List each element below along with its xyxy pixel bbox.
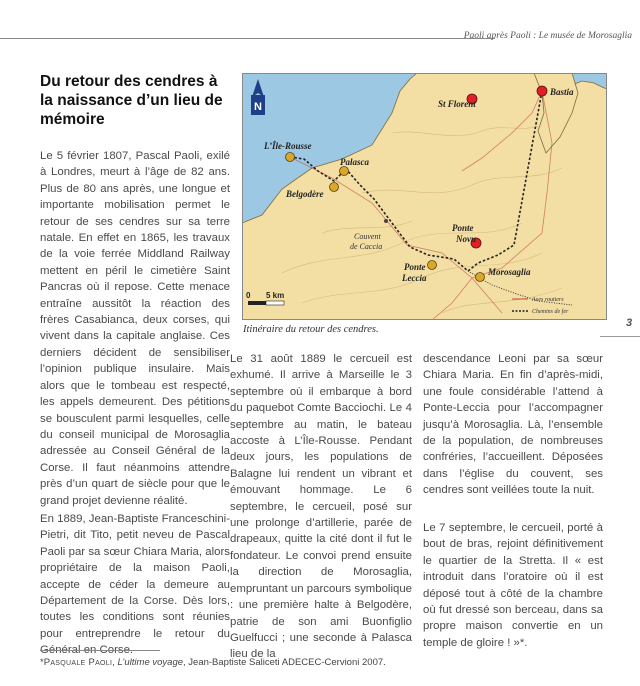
- label-bastia: Bastia: [550, 87, 574, 97]
- footnote: *Pasquale Paoli, L’ultime voyage, Jean-Baptiste Saliceti ADECEC-Cervioni 2007.: [40, 657, 386, 668]
- label-belgodere: Belgodère: [286, 189, 324, 199]
- footnote-rest: , Jean-Baptiste Saliceti ADECEC-Cervioni 2007.: [183, 657, 386, 668]
- map-caption: Itinéraire du retour des cendres.: [243, 324, 379, 335]
- north-label: N: [254, 101, 262, 113]
- header-rule: [0, 38, 495, 39]
- footnote-marker: *: [40, 657, 44, 668]
- paragraph-5: Le 7 septembre, le cercueil, porté à bout de bras, rejoint définitivement le quartier de la Stretta. Il « est introduit dans l’oratoire où il est déposé tout à côté de la chambre où fut dressé son berceau, dans sa propre maison convertie en un temple de gloire ! »*.: [423, 522, 603, 649]
- footnote-book: L’ultime voyage: [117, 657, 184, 668]
- label-ponte-leccia-1: Ponte: [404, 262, 426, 272]
- town-palasca: [340, 167, 349, 176]
- article-title: Du retour des cendres à la naissance d’un lieu de mémoire: [40, 73, 223, 128]
- town-ponte-leccia: [428, 261, 437, 270]
- route-map: [242, 73, 607, 320]
- footnote-author: Pasquale Paoli: [43, 657, 113, 668]
- label-ponte-leccia-2: Leccia: [402, 273, 427, 283]
- paragraph-4: descendance Leoni par sa sœur Chiara Maria. En fin d’après-midi, une foule considérable l’attend à Ponte-Leccia pour l’accompagner jusqu’à Morosaglia. Là, l’ensemble de la population, de nombreuses confréries, l’accueillent. Déposées dans l’église du couvent, ses cendres sont veillées toute la nuit.: [423, 353, 603, 497]
- label-st-florent: St Florent: [438, 99, 476, 109]
- label-palasca: Palasca: [340, 157, 369, 167]
- footnote-rule: [40, 650, 160, 651]
- town-couvent: [384, 219, 388, 223]
- label-caccia: de Caccia: [350, 242, 383, 251]
- paragraph-1: Le 5 février 1807, Pascal Paoli, exilé à Londres, meurt à l’âge de 82 ans. Plus de 80 ans après, une longue et importante mobilisation permet le retour de ses cendres sur sa terre natale. En effet en 1865, les travaux de la voie ferrée Middland Railway mettent en péril le cimetière Saint Pancras où il repose. Cette menace entraîne aussitôt la réaction des frères Casabianca, deux corses, qui vivent dans la capitale anglaise. Ces derniers décident de sensibiliser l’opinion publique insulaire. Mais alors que le tombeau est respecté, les appels demeurent. Des pétitions se bousculent parmi lesquelles, celle du conseil municipal de Morosaglia adressée au Conseil Général de la Corse. Il faut néanmoins attendre près d’un quart de siècle pour que le grand projet devienne réalité.: [40, 150, 230, 507]
- label-ponte-novu-2: Novu: [456, 234, 476, 244]
- paragraph-2: En 1889, Jean-Baptiste Franceschini-Pietri, dit Tito, petit neveu de Pascal Paoli par sa sœur Chiara Maria, alors propriétaire de la maison Paoli, accepte de céder la demeure au Département de la Corse. Dès lors, toutes les conditions sont réunies pour entreprendre le retour du Général en Corse.: [40, 513, 230, 657]
- label-couvent: Couvent: [354, 232, 381, 241]
- legend-rail: Chemins de fer: [532, 309, 569, 315]
- label-ponte-novu-1: Ponte: [452, 223, 474, 233]
- page-number-rule: [600, 336, 640, 337]
- label-morosaglia: Morosaglia: [488, 267, 531, 277]
- paragraph-3: Le 31 août 1889 le cercueil est exhumé. Il arrive à Marseille le 3 septembre où il embarque à bord du paquebot Comte Bacciochi. Le 4 septembre au matin, le bateau accoste à L’Île-Rousse. Pendant deux jours, les populations de Balagne lui rendent un vibrant et émouvant hommage. Le 6 septembre, le cercueil, posé sur une prolonge d’artillerie, parée de drapeaux, quitte la cité dont il fut le fondateur. Le convoi prend ensuite la direction de Morosaglia, empruntant un parcours symbolique : une première halte à Belgodère, patrie de son ami Buonfiglio Guelfucci ; une seconde à Palasca lieu de la: [230, 353, 412, 661]
- town-ile-rousse: [286, 153, 295, 162]
- town-belgodere: [330, 183, 339, 192]
- label-ile-rousse: L’Île-Rousse: [264, 141, 312, 151]
- scale-zero: 0: [246, 291, 251, 300]
- legend-routes: Axes routiers: [532, 297, 564, 303]
- town-morosaglia: [476, 273, 485, 282]
- page-number: 3: [626, 317, 633, 329]
- running-header: Paoli après Paoli : Le musée de Morosaglia: [463, 31, 632, 41]
- town-bastia: [537, 86, 547, 96]
- scale-label: 5 km: [266, 291, 285, 300]
